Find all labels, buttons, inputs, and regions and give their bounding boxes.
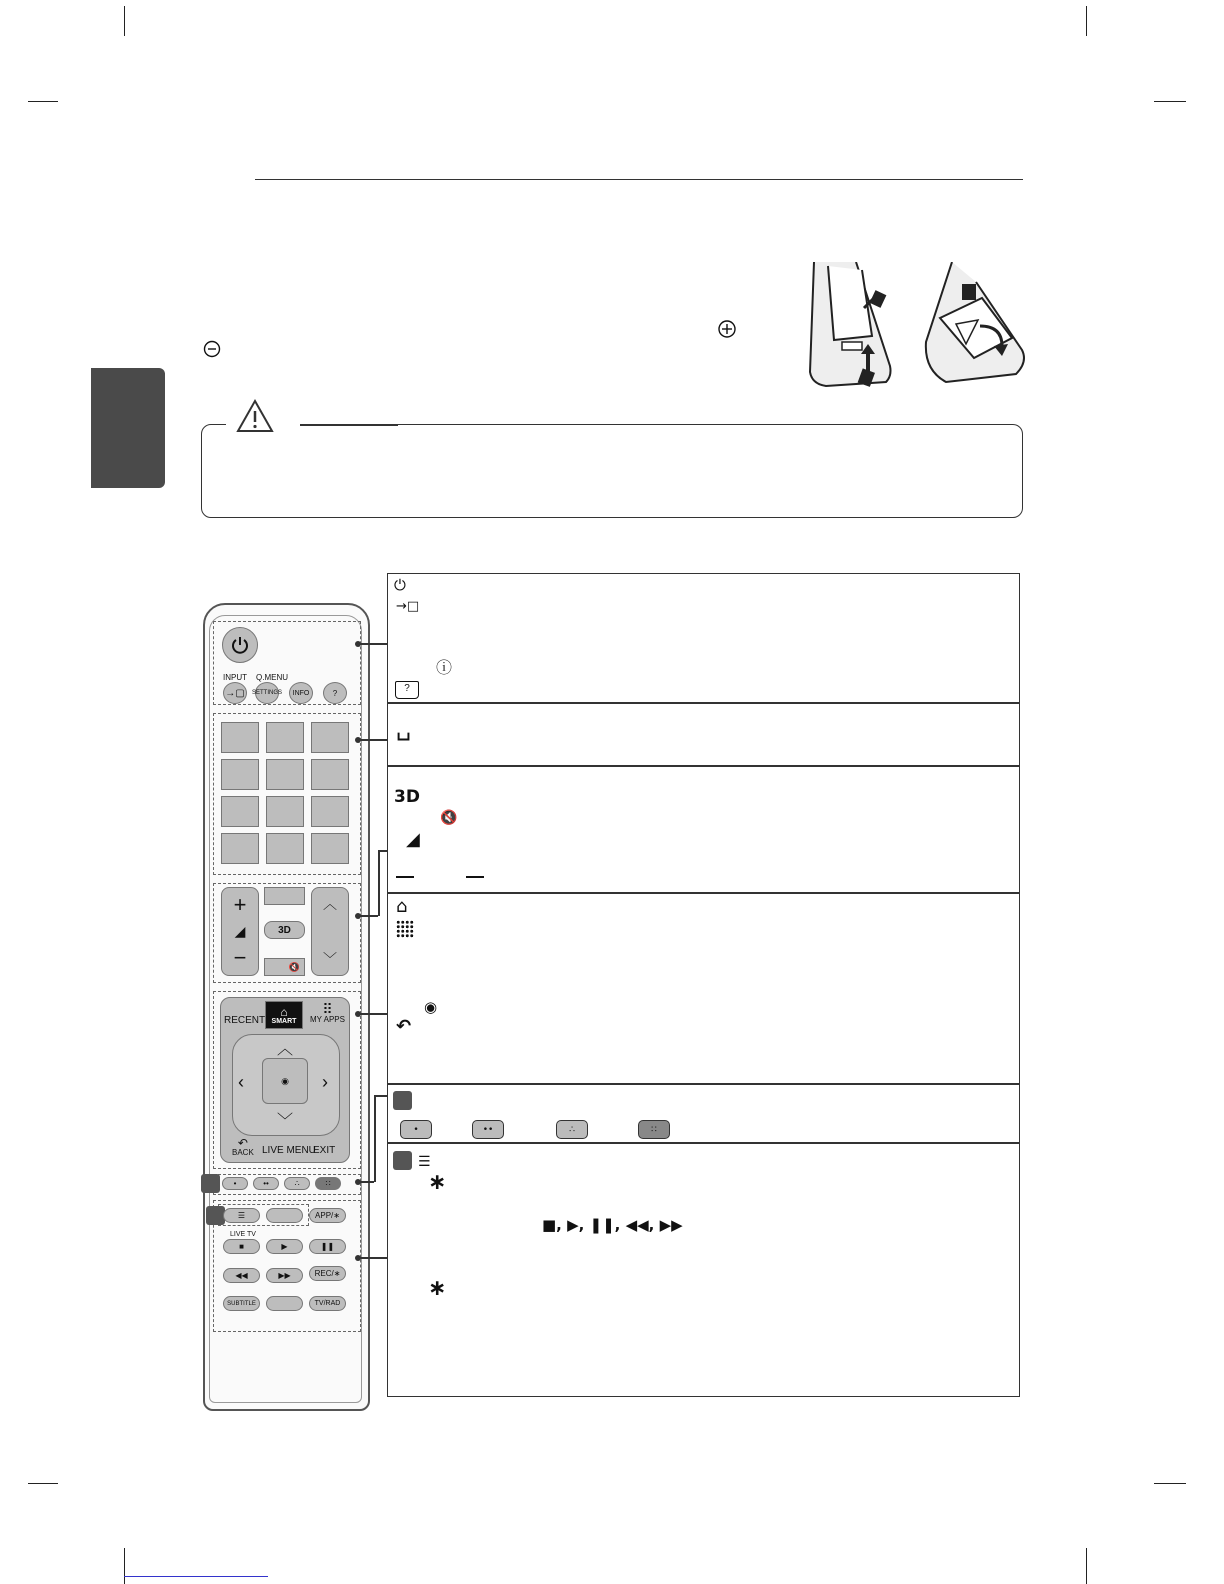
footer-link-line — [124, 1576, 268, 1577]
marker-square-1 — [201, 1174, 220, 1193]
up-arrow-icon[interactable]: ︿ — [277, 1041, 294, 1058]
row-divider — [388, 702, 1019, 704]
leader-line — [378, 850, 380, 916]
power-button[interactable] — [222, 627, 258, 663]
rewind-button[interactable]: ◀◀ — [223, 1268, 260, 1283]
marker-square-2-table — [393, 1151, 412, 1170]
channel-down-line-icon — [396, 876, 414, 878]
back-label: BACK — [232, 1148, 254, 1157]
color-chip: ∷ — [638, 1120, 670, 1139]
plus-polarity-icon — [718, 320, 736, 338]
volume-rocker[interactable] — [221, 887, 259, 976]
recent-button[interactable]: RECENT — [224, 1015, 266, 1026]
crop-mark — [1154, 101, 1186, 102]
stop-button[interactable]: ■ — [223, 1239, 260, 1254]
mute-icon: 🔇 — [440, 810, 458, 826]
star-icon: ∗ — [428, 1170, 447, 1195]
ok-button[interactable]: ◉ — [262, 1058, 308, 1104]
blank-button[interactable] — [264, 887, 305, 905]
guide-button[interactable]: ? — [323, 682, 347, 704]
leader-line — [360, 643, 387, 645]
ok-icon: ◉ — [424, 998, 438, 1016]
numpad-key[interactable] — [266, 722, 304, 753]
star-icon-2: ∗ — [428, 1276, 447, 1301]
leader-line — [360, 1181, 374, 1183]
channel-down-icon: ﹀ — [323, 951, 337, 967]
tvrad-button[interactable]: TV/RAD — [309, 1296, 346, 1311]
back-icon: ↶ — [237, 1136, 248, 1150]
power-icon: ⏻ — [394, 576, 406, 594]
battery-cover-illustration — [806, 262, 1036, 392]
volume-down-icon: − — [233, 945, 247, 970]
function-table — [387, 573, 1020, 1397]
rec-button[interactable]: REC/∗ — [309, 1266, 346, 1281]
input-label: INPUT — [223, 673, 247, 682]
numpad-key[interactable] — [221, 722, 259, 753]
marker-square-1-table — [393, 1091, 412, 1110]
channel-up-icon: ︿ — [323, 896, 337, 912]
smart-label: SMART — [271, 1017, 297, 1025]
input-button[interactable]: →▢ — [223, 682, 247, 704]
numpad-key[interactable] — [221, 833, 259, 864]
blank-button-2[interactable] — [266, 1296, 303, 1311]
pause-button[interactable]: ❚❚ — [309, 1239, 346, 1254]
subtitle-button[interactable]: SUBTITLE — [223, 1296, 260, 1311]
home-icon: ⌂ — [396, 896, 408, 917]
info-icon: ⓘ — [436, 658, 453, 677]
channel-rocker[interactable] — [311, 887, 349, 976]
qmenu-label: Q.MENU — [256, 673, 288, 682]
minus-polarity-icon — [203, 340, 221, 358]
row-divider — [388, 765, 1019, 767]
app-button[interactable]: APP/∗ — [309, 1208, 346, 1223]
volume-up-icon: + — [233, 892, 247, 917]
space-icon: ␣ — [396, 713, 412, 741]
play-button[interactable]: ▶ — [266, 1239, 303, 1254]
threed-button[interactable]: 3D — [264, 921, 305, 939]
section-tab — [91, 368, 165, 488]
color-button[interactable]: • — [222, 1177, 248, 1190]
leader-line — [360, 1257, 387, 1259]
livemenu-button[interactable]: LIVE MENU — [262, 1145, 316, 1156]
numpad-key[interactable] — [311, 796, 349, 827]
color-button[interactable]: ∷ — [315, 1177, 341, 1190]
volume-icon: ◢ — [406, 829, 420, 850]
teletext-option-button[interactable] — [266, 1208, 303, 1223]
leader-line — [360, 915, 378, 917]
crop-mark — [1086, 1548, 1087, 1584]
channel-up-line-icon — [466, 876, 484, 878]
caution-heading-line — [300, 424, 398, 426]
color-button[interactable]: •• — [253, 1177, 279, 1190]
leader-line — [360, 1013, 387, 1015]
exit-button[interactable]: EXIT — [313, 1145, 336, 1156]
crop-mark — [1154, 1483, 1186, 1484]
crop-mark — [124, 6, 125, 36]
warning-icon — [235, 398, 275, 434]
numpad-key[interactable] — [266, 796, 304, 827]
right-arrow-icon[interactable]: › — [322, 1072, 328, 1092]
leader-line — [374, 1095, 376, 1182]
numpad-key[interactable] — [266, 833, 304, 864]
input-icon: →□ — [396, 599, 420, 614]
leader-line — [360, 739, 387, 741]
teletext-button[interactable]: ☰ — [223, 1208, 260, 1223]
numpad-key[interactable] — [266, 759, 304, 790]
myapps-button[interactable] — [310, 1003, 345, 1024]
settings-button[interactable]: SETTINGS — [255, 682, 279, 704]
back-icon: ↶ — [396, 1016, 412, 1037]
color-chip: •• — [472, 1120, 504, 1139]
mute-button[interactable]: 🔇 — [264, 958, 305, 976]
apps-grid-icon — [396, 920, 414, 938]
row-divider — [388, 1083, 1019, 1085]
info-button[interactable]: INFO — [289, 682, 313, 704]
left-arrow-icon[interactable]: ‹ — [238, 1072, 244, 1092]
row-divider — [388, 1142, 1019, 1144]
color-chip: ∴ — [556, 1120, 588, 1139]
down-arrow-icon[interactable]: ﹀ — [277, 1113, 294, 1130]
numpad-key[interactable] — [311, 833, 349, 864]
crop-mark — [124, 1548, 125, 1584]
header-rule — [255, 179, 1023, 180]
color-button[interactable]: ∴ — [284, 1177, 310, 1190]
crop-mark — [28, 1483, 58, 1484]
playback-icons: ■, ▶, ❚❚, ◀◀, ▶▶ — [542, 1216, 683, 1234]
leader-line — [374, 1095, 387, 1097]
leader-line — [378, 850, 387, 852]
numpad-key[interactable] — [221, 796, 259, 827]
fastforward-button[interactable]: ▶▶ — [266, 1268, 303, 1283]
numpad-key[interactable] — [311, 759, 349, 790]
teletext-icon: ☰ — [418, 1154, 431, 1170]
caution-box — [201, 424, 1023, 518]
home-icon: ⌂ — [280, 1004, 288, 1019]
crop-mark — [28, 101, 58, 102]
crop-mark — [1086, 6, 1087, 36]
volume-icon: ◢ — [234, 923, 246, 939]
apps-grid-icon: ⠿ — [322, 1001, 333, 1017]
livetv-label: LIVE TV — [230, 1231, 256, 1238]
threed-icon: 3D — [394, 787, 420, 807]
guide-book-icon: ? — [395, 681, 419, 699]
numpad-key[interactable] — [221, 759, 259, 790]
numpad-key[interactable] — [311, 722, 349, 753]
back-button[interactable] — [232, 1138, 254, 1157]
color-chip: • — [400, 1120, 432, 1139]
row-divider — [388, 892, 1019, 894]
smart-home-button[interactable] — [265, 1001, 303, 1029]
myapps-label: MY APPS — [310, 1015, 345, 1024]
